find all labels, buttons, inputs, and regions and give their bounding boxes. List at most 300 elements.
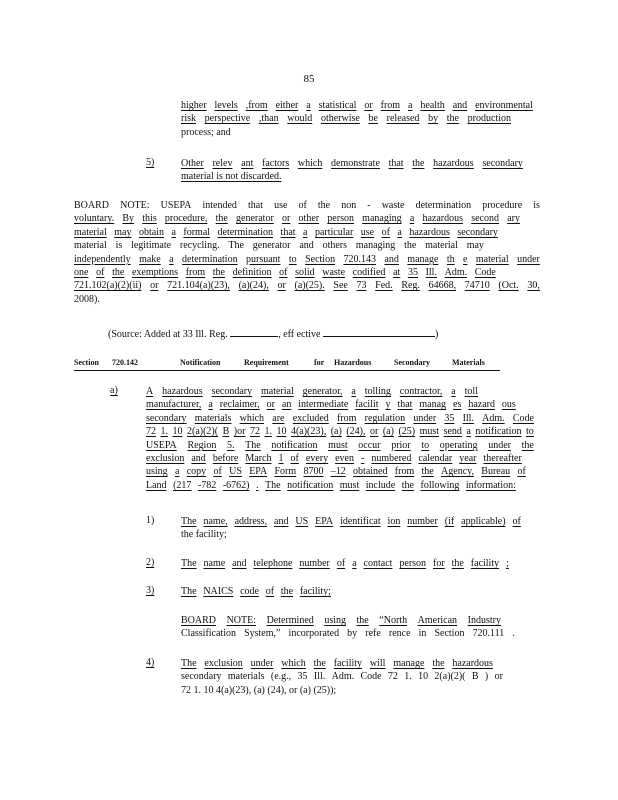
word: materials: [194, 412, 232, 424]
word: and: [384, 253, 399, 265]
word: Ill.: [425, 267, 437, 279]
word: material: [475, 253, 509, 265]
word: B: [471, 671, 479, 683]
word: the: [446, 113, 459, 125]
word: a: [397, 226, 402, 238]
word: relev: [212, 158, 233, 169]
word: perspective: [204, 113, 251, 125]
word: recycling.: [179, 240, 220, 252]
word: a: [303, 226, 308, 238]
word: -782: [197, 479, 217, 491]
word: and: [191, 453, 206, 465]
section-number: 720.142: [112, 358, 138, 367]
word: The: [228, 240, 244, 252]
word: a: [174, 466, 180, 478]
word: 720.111: [472, 628, 505, 640]
word: or: [277, 280, 286, 292]
word: facility: [333, 658, 363, 669]
section-title-word: Secondary: [394, 358, 430, 367]
text-line: [181, 670, 503, 683]
word: released: [386, 113, 420, 125]
word: Section: [305, 253, 336, 265]
word: and: [274, 516, 289, 527]
item3-text: [181, 585, 331, 598]
word: Other: [181, 158, 204, 169]
word: 35: [297, 671, 308, 683]
item5-number: 5): [146, 157, 155, 168]
word: generator,: [302, 386, 343, 397]
text-line: 72 1. 10 4(a)(23), (a) (24), or (a) (25));: [181, 684, 337, 696]
word: refe: [365, 628, 381, 640]
word: managing: [355, 240, 396, 252]
word: copy: [186, 466, 207, 478]
word: es: [453, 399, 462, 411]
item2-number: 2): [146, 557, 155, 568]
word: –12: [330, 466, 346, 478]
word: or: [150, 280, 159, 292]
word: The: [245, 439, 261, 451]
word: 74710: [464, 280, 490, 292]
word: (a)(25).: [294, 280, 325, 292]
word: the: [421, 466, 434, 478]
board-note-2: [181, 614, 515, 641]
word: BOARD: [181, 615, 217, 626]
word: th: [446, 253, 455, 265]
text-line: [181, 157, 523, 170]
item4-number: 4): [146, 657, 155, 668]
word: 2(a)(2)(: [187, 426, 219, 438]
word: US: [229, 466, 242, 478]
subsection-a-text: [146, 385, 534, 492]
word: )or: [233, 426, 246, 438]
word: address,: [234, 516, 268, 527]
word: 1: [278, 453, 284, 465]
word: send: [443, 426, 462, 438]
word: ary: [507, 213, 520, 225]
text-line: [74, 279, 540, 292]
word: of: [213, 466, 222, 478]
word: (if: [444, 516, 455, 527]
word: facility: [470, 558, 500, 569]
word: contact: [363, 558, 393, 569]
word: hazard: [468, 399, 495, 411]
word: manufacturer,: [146, 399, 202, 411]
word: See: [333, 280, 348, 292]
word: Fed.: [375, 280, 393, 292]
item1-number: 1): [146, 515, 155, 526]
word: Ill.: [462, 412, 474, 424]
word: of: [298, 200, 307, 211]
word: higher: [181, 100, 207, 111]
word: (Oct.: [498, 280, 519, 292]
text-line: [146, 425, 534, 438]
word: number: [299, 558, 330, 569]
word: of: [290, 453, 299, 465]
word: excluded: [292, 412, 329, 424]
word: which: [281, 658, 306, 669]
word: “North: [379, 615, 408, 626]
word: 72: [387, 671, 398, 683]
word: The: [181, 658, 197, 669]
word: USEPA: [160, 200, 192, 211]
word: the: [280, 586, 294, 597]
word: definition: [232, 267, 272, 279]
word: 720.143: [343, 253, 376, 265]
word: -: [367, 200, 371, 211]
text-line: [74, 253, 540, 266]
word: the: [451, 558, 464, 569]
section-title-word: Materials: [452, 358, 485, 367]
word: which: [239, 412, 265, 424]
word: health: [420, 100, 445, 111]
word: (25): [398, 426, 416, 438]
word: other: [298, 213, 320, 225]
word: the: [401, 479, 414, 491]
word: others: [322, 240, 348, 252]
word: generator: [236, 213, 274, 225]
text-line: [74, 199, 540, 212]
word: exclusion: [146, 453, 185, 465]
word: and: [299, 240, 314, 252]
text-line: [181, 99, 533, 112]
source-prefix: (Source: Added at 33 Ill. Reg.: [108, 329, 228, 340]
word: following: [420, 479, 460, 491]
section-title-word: Hazardous: [334, 358, 372, 367]
word: 1.: [160, 426, 168, 438]
item5-text: [181, 157, 523, 184]
word: secondary: [146, 412, 187, 424]
word: from: [380, 100, 401, 111]
word: or: [282, 213, 291, 225]
word: numbered: [371, 453, 412, 465]
word: Land: [146, 479, 167, 491]
word: that: [247, 200, 263, 211]
word: 721.102(a)(2)(ii): [74, 280, 142, 292]
word: 10: [172, 426, 183, 438]
word: or: [364, 100, 373, 111]
word: name: [203, 558, 226, 569]
word: an: [281, 399, 292, 411]
word: levels: [214, 100, 238, 111]
word: number: [407, 516, 438, 527]
word: by: [347, 628, 358, 640]
word: Form: [274, 466, 297, 478]
word: waste: [322, 267, 346, 279]
word: using: [324, 615, 346, 626]
word: factors: [262, 158, 290, 169]
word: the: [112, 267, 125, 279]
word: a: [208, 399, 213, 411]
text-line: [74, 226, 498, 239]
text-line: [146, 479, 516, 492]
word: a: [408, 100, 413, 111]
word: secondary: [457, 226, 498, 238]
word: The: [181, 586, 197, 597]
word: secondary: [482, 158, 523, 169]
word: 72: [249, 426, 260, 438]
word: intermediate: [298, 399, 349, 411]
word: name,: [203, 516, 228, 527]
text-line: [146, 465, 526, 478]
word: occur: [358, 439, 381, 451]
word: or: [266, 399, 275, 411]
word: contractor,: [399, 386, 443, 397]
word: By: [122, 213, 135, 225]
word: Ill.: [313, 671, 326, 683]
word: 72: [146, 426, 156, 438]
text-line: material is not discarded.: [181, 171, 282, 183]
word: Code: [474, 267, 496, 279]
word: Code: [360, 671, 382, 683]
word: the: [404, 240, 417, 252]
word: a: [169, 253, 174, 265]
word: the: [412, 158, 425, 169]
item4-text: [181, 657, 503, 697]
word: the: [212, 267, 225, 279]
item3-number: 3): [146, 585, 155, 596]
text-line: [181, 627, 515, 640]
word: the: [215, 213, 228, 225]
word: to: [525, 426, 534, 438]
word: in: [418, 628, 427, 640]
word: materials: [227, 671, 265, 683]
word: ant: [241, 158, 254, 169]
word: 73: [356, 280, 367, 292]
word: for: [433, 558, 445, 569]
word: code: [240, 586, 259, 597]
word: the: [432, 658, 445, 669]
word: hazardous: [162, 386, 203, 397]
word: y: [385, 399, 391, 411]
word: codified: [352, 267, 386, 279]
item2-text: [181, 557, 509, 570]
word: determination: [217, 226, 274, 238]
word: material: [74, 240, 107, 252]
word: operating: [439, 439, 478, 451]
word: must: [419, 426, 440, 438]
word: or: [494, 671, 503, 683]
word: The: [265, 479, 281, 491]
word: particular: [314, 226, 354, 238]
word: every: [305, 453, 329, 465]
word: production: [467, 113, 511, 125]
word: of: [381, 226, 390, 238]
word: -6762): [222, 479, 250, 491]
word: 10: [276, 426, 287, 438]
word: -: [361, 453, 365, 465]
word: manag: [419, 399, 447, 411]
word: statistical: [318, 100, 357, 111]
source-middle: , eff ective: [278, 329, 321, 340]
text-line: [146, 439, 534, 452]
word: thereafter: [483, 453, 522, 465]
word: second: [471, 213, 499, 225]
word: person: [327, 213, 354, 225]
word: (a): [382, 426, 394, 438]
word: is: [533, 200, 540, 211]
word: person: [399, 558, 427, 569]
source-note: [108, 327, 438, 340]
word: Agency,: [441, 466, 474, 478]
word: from: [336, 412, 357, 424]
section-title-word: for: [314, 358, 325, 367]
word: make: [139, 253, 161, 265]
word: under: [488, 439, 511, 451]
word: otherwise: [320, 113, 360, 125]
word: telephone: [253, 558, 293, 569]
word: generator: [252, 240, 291, 252]
word: BOARD: [74, 200, 110, 211]
word: or: [369, 426, 379, 438]
word: manage: [407, 253, 439, 265]
word: secondary: [181, 671, 222, 683]
word: a: [351, 386, 356, 397]
word: procedure,: [164, 213, 208, 225]
word: System,”: [244, 628, 281, 640]
word: pursuant: [246, 253, 281, 265]
blank-line: [230, 327, 278, 337]
source-suffix: ): [435, 329, 439, 340]
word: NOTE:: [120, 200, 150, 211]
word: calendar: [418, 453, 453, 465]
word: be: [368, 113, 378, 125]
item4-continuation: [181, 99, 533, 139]
word: may: [466, 240, 484, 252]
word: ): [484, 671, 489, 683]
word: must: [339, 479, 360, 491]
word: to: [421, 439, 430, 451]
word: ion: [387, 516, 401, 527]
word: material: [261, 386, 294, 397]
word: under: [517, 253, 540, 265]
board-note-1: [74, 199, 540, 306]
word: Section: [434, 628, 465, 640]
word: e: [463, 253, 468, 265]
word: that: [280, 226, 296, 238]
text-line: the facility;: [181, 529, 227, 541]
word: reclaimer,: [219, 399, 260, 411]
word: a: [451, 386, 456, 397]
word: hazardous: [452, 658, 493, 669]
word: will: [369, 658, 386, 669]
word: the: [313, 658, 326, 669]
word: .: [256, 479, 259, 491]
page-number: 85: [303, 73, 315, 85]
word: include: [365, 479, 396, 491]
text-line: [74, 239, 484, 252]
word: (24),: [346, 426, 366, 438]
word: intended: [202, 200, 237, 211]
word: must: [328, 439, 348, 451]
word: The: [181, 516, 197, 527]
text-line: [146, 385, 478, 398]
word: (217: [173, 479, 192, 491]
word: formal: [183, 226, 211, 238]
word: Bureau: [481, 466, 511, 478]
word: manage: [393, 658, 425, 669]
word: hazardous: [409, 226, 450, 238]
word: waste: [381, 200, 405, 211]
word: use: [274, 200, 288, 211]
word: under: [413, 412, 437, 424]
word: a: [409, 213, 415, 225]
word: 35: [407, 267, 418, 279]
word: 35: [444, 412, 455, 424]
section-label: Section: [74, 358, 99, 367]
word: a: [352, 558, 357, 569]
word: environmental: [475, 100, 533, 111]
word: secondary: [211, 386, 253, 397]
word: under: [250, 658, 274, 669]
word: facility;: [299, 586, 331, 597]
word: managing: [362, 213, 402, 225]
word: would: [287, 113, 313, 125]
word: Adm.: [482, 412, 505, 424]
word: information:: [465, 479, 516, 491]
word: of: [512, 516, 521, 527]
text-line: [181, 557, 509, 570]
word: use: [360, 226, 375, 238]
word: of: [279, 267, 288, 279]
item1-text: [181, 515, 521, 542]
word: exemptions: [131, 267, 179, 279]
word: a: [306, 100, 311, 111]
word: 1.: [404, 671, 412, 683]
word: to: [288, 253, 297, 265]
word: material: [425, 240, 458, 252]
word: .: [512, 628, 515, 640]
word: solid: [295, 267, 315, 279]
word: notification: [475, 426, 522, 438]
word: the: [317, 200, 331, 211]
word: ;: [506, 558, 509, 569]
word: 64668,: [428, 280, 457, 292]
text-line: [181, 614, 501, 627]
word: even: [335, 453, 354, 465]
word: by: [428, 113, 439, 125]
word: that: [397, 399, 413, 411]
word: and: [232, 558, 247, 569]
word: B: [222, 426, 230, 438]
word: 10: [418, 671, 429, 683]
word: obtain: [138, 226, 164, 238]
word: material: [74, 226, 107, 238]
word: and: [452, 100, 468, 111]
word: 8700: [303, 466, 324, 478]
word: Code: [512, 412, 534, 424]
word: obtained: [353, 466, 388, 478]
word: non: [341, 200, 357, 211]
word: notification: [287, 479, 334, 491]
word: hazardous: [422, 213, 464, 225]
word: Region: [187, 439, 217, 451]
section-title-word: Requirement: [244, 358, 289, 367]
text-line: [74, 266, 496, 279]
word: that: [388, 158, 404, 169]
word: hazardous: [433, 158, 474, 169]
word: Classification: [181, 628, 236, 640]
word: of: [265, 586, 275, 597]
word: 30,: [527, 280, 540, 292]
word: may: [114, 226, 132, 238]
word: of: [336, 558, 346, 569]
text-line: [181, 112, 511, 125]
word: 721.104(a)(23),: [167, 280, 230, 292]
word: Adm.: [444, 267, 468, 279]
word: prior: [391, 439, 411, 451]
word: facilit: [355, 399, 379, 411]
word: Industry: [467, 615, 501, 626]
